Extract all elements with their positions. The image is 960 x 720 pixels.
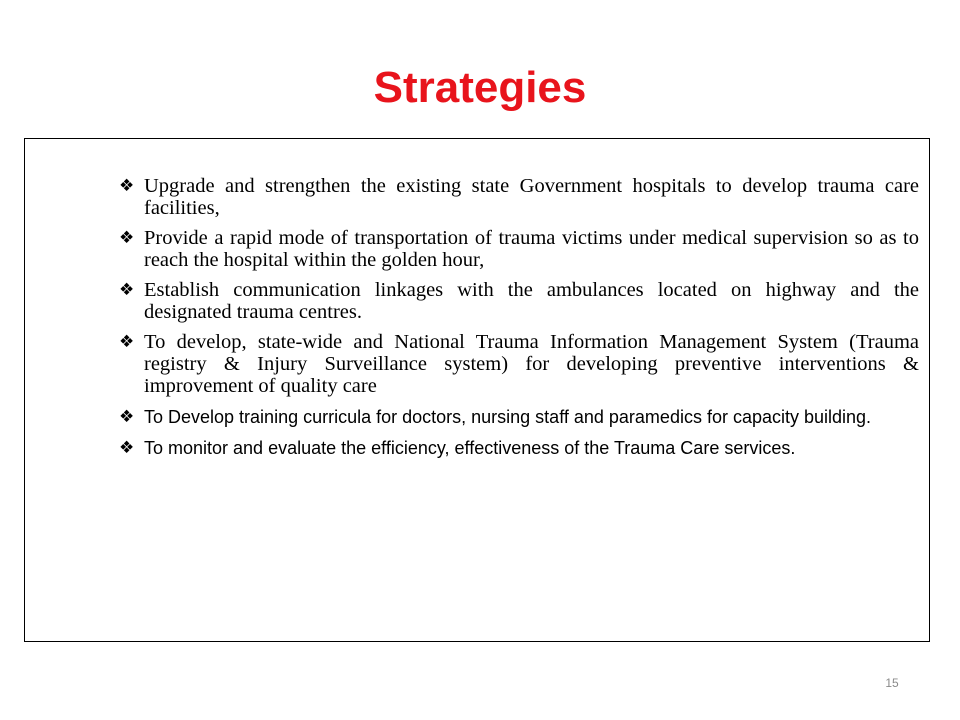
four-diamond-bullet-icon: ❖ bbox=[119, 176, 135, 196]
four-diamond-bullet-icon: ❖ bbox=[119, 280, 135, 300]
list-item bbox=[119, 331, 919, 397]
list-item bbox=[119, 279, 919, 323]
four-diamond-bullet-icon: ❖ bbox=[119, 407, 135, 427]
bullet-text: To develop, state-wide and National Trauma Information Management System (Trauma registry & Injury Surveillance system) for developing preventive interventions & improvement of quality care bbox=[144, 331, 919, 397]
list-item bbox=[119, 175, 919, 219]
bullet-text: To Develop training curricula for doctors, nursing staff and paramedics for capacity building. bbox=[144, 407, 872, 427]
slide-title: Strategies bbox=[373, 63, 587, 112]
strategy-bullet-list bbox=[119, 175, 919, 467]
four-diamond-bullet-icon: ❖ bbox=[119, 438, 135, 458]
bullet-text: Upgrade and strengthen the existing state Government hospitals to develop trauma care facilities, bbox=[144, 175, 919, 219]
four-diamond-bullet-icon: ❖ bbox=[119, 228, 135, 248]
bullet-text: Establish communication linkages with the ambulances located on highway and the designated trauma centres. bbox=[144, 279, 919, 323]
four-diamond-bullet-icon: ❖ bbox=[119, 332, 135, 352]
bullet-text: Provide a rapid mode of transportation of trauma victims under medical supervision so as to reach the hospital within the golden hour, bbox=[144, 227, 919, 271]
list-item bbox=[119, 436, 919, 460]
list-item bbox=[119, 227, 919, 271]
list-item bbox=[119, 405, 919, 429]
page-number: 15 bbox=[885, 676, 899, 690]
bullet-text: To monitor and evaluate the efficiency, effectiveness of the Trauma Care services. bbox=[144, 438, 796, 458]
content-box bbox=[24, 138, 930, 642]
